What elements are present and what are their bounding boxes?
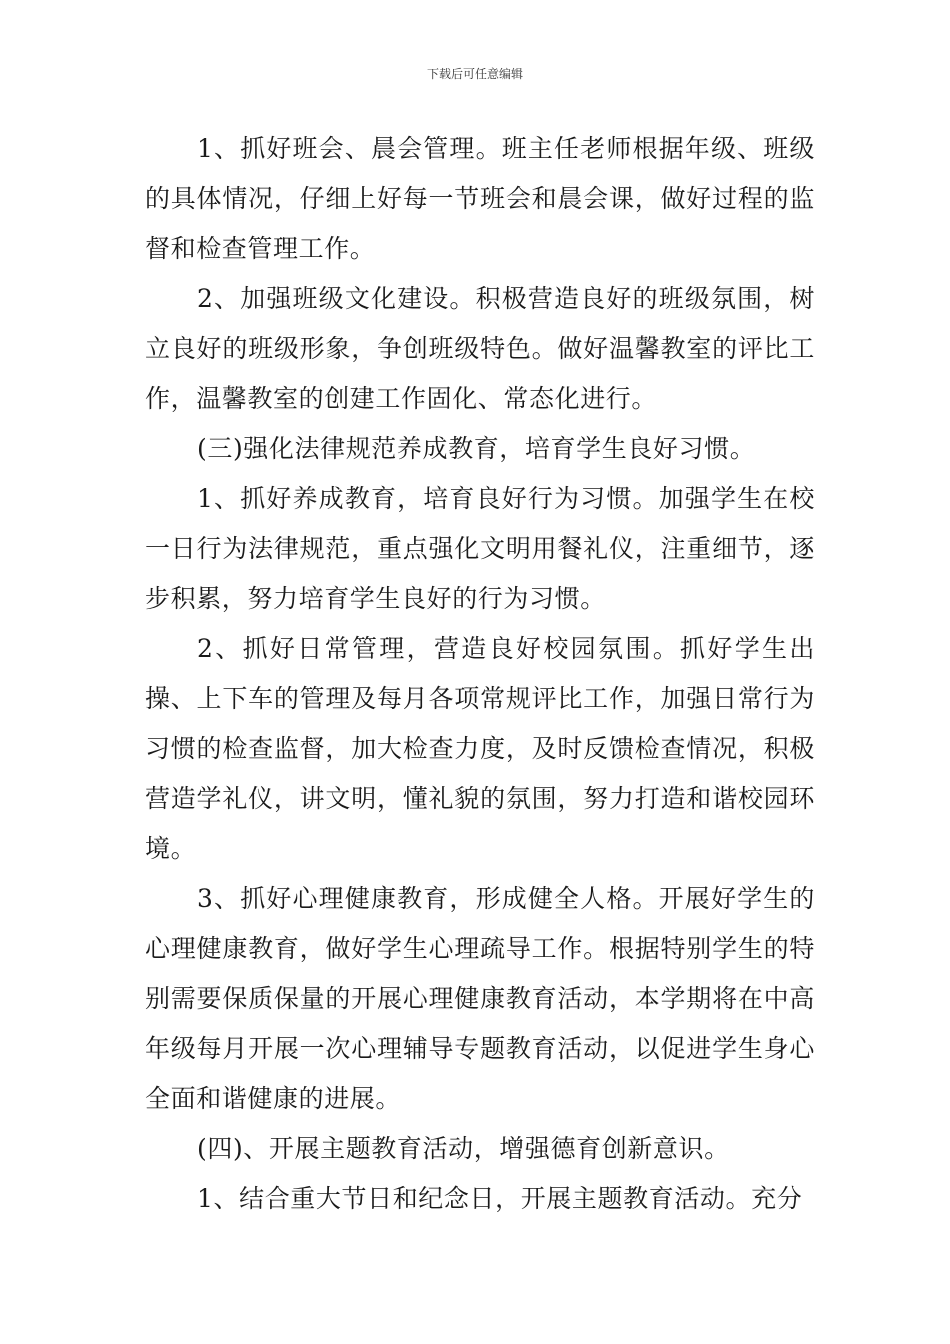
paragraph-class-meeting-management: 1、抓好班会、晨会管理。班主任老师根据年级、班级的具体情况，仔细上好每一节班会和晨会课，做好过程的监督和检查管理工作。 bbox=[145, 134, 815, 263]
section-heading-three: (三)强化法律规范养成教育，培育学生良好习惯。 bbox=[197, 434, 756, 463]
section-heading-four: (四)、开展主题教育活动，增强德育创新意识。 bbox=[197, 1134, 730, 1163]
page-header: 下载后可任意编辑 bbox=[426, 67, 523, 81]
paragraph-habit-education: 1、抓好养成教育，培育良好行为习惯。加强学生在校一日行为法律规范，重点强化文明用餐礼仪，注重细节，逐步积累，努力培育学生良好的行为习惯。 bbox=[145, 484, 815, 613]
paragraph-daily-management: 2、抓好日常管理，营造良好校园氛围。抓好学生出操、上下车的管理及每月各项常规评比工作，加强日常行为习惯的检查监督，加大检查力度，及时反馈检查情况，积极营造学礼仪，讲文明，懂礼貌的氛围，努力打造和谐校园环境。 bbox=[145, 634, 815, 863]
paragraph-class-culture-building: 2、加强班级文化建设。积极营造良好的班级氛围，树立良好的班级形象，争创班级特色。做好温馨教室的评比工作，温馨教室的创建工作固化、常态化进行。 bbox=[145, 284, 815, 413]
paragraph-theme-education: 1、结合重大节日和纪念日，开展主题教育活动。充分 bbox=[197, 1184, 803, 1213]
paragraph-mental-health-education: 3、抓好心理健康教育，形成健全人格。开展好学生的心理健康教育，做好学生心理疏导工作。根据特别学生的特别需要保质保量的开展心理健康教育活动，本学期将在中高年级每月开展一次心理辅导专题教育活动，以促进学生身心全面和谐健康的进展。 bbox=[145, 884, 815, 1113]
document-body bbox=[145, 124, 815, 1224]
